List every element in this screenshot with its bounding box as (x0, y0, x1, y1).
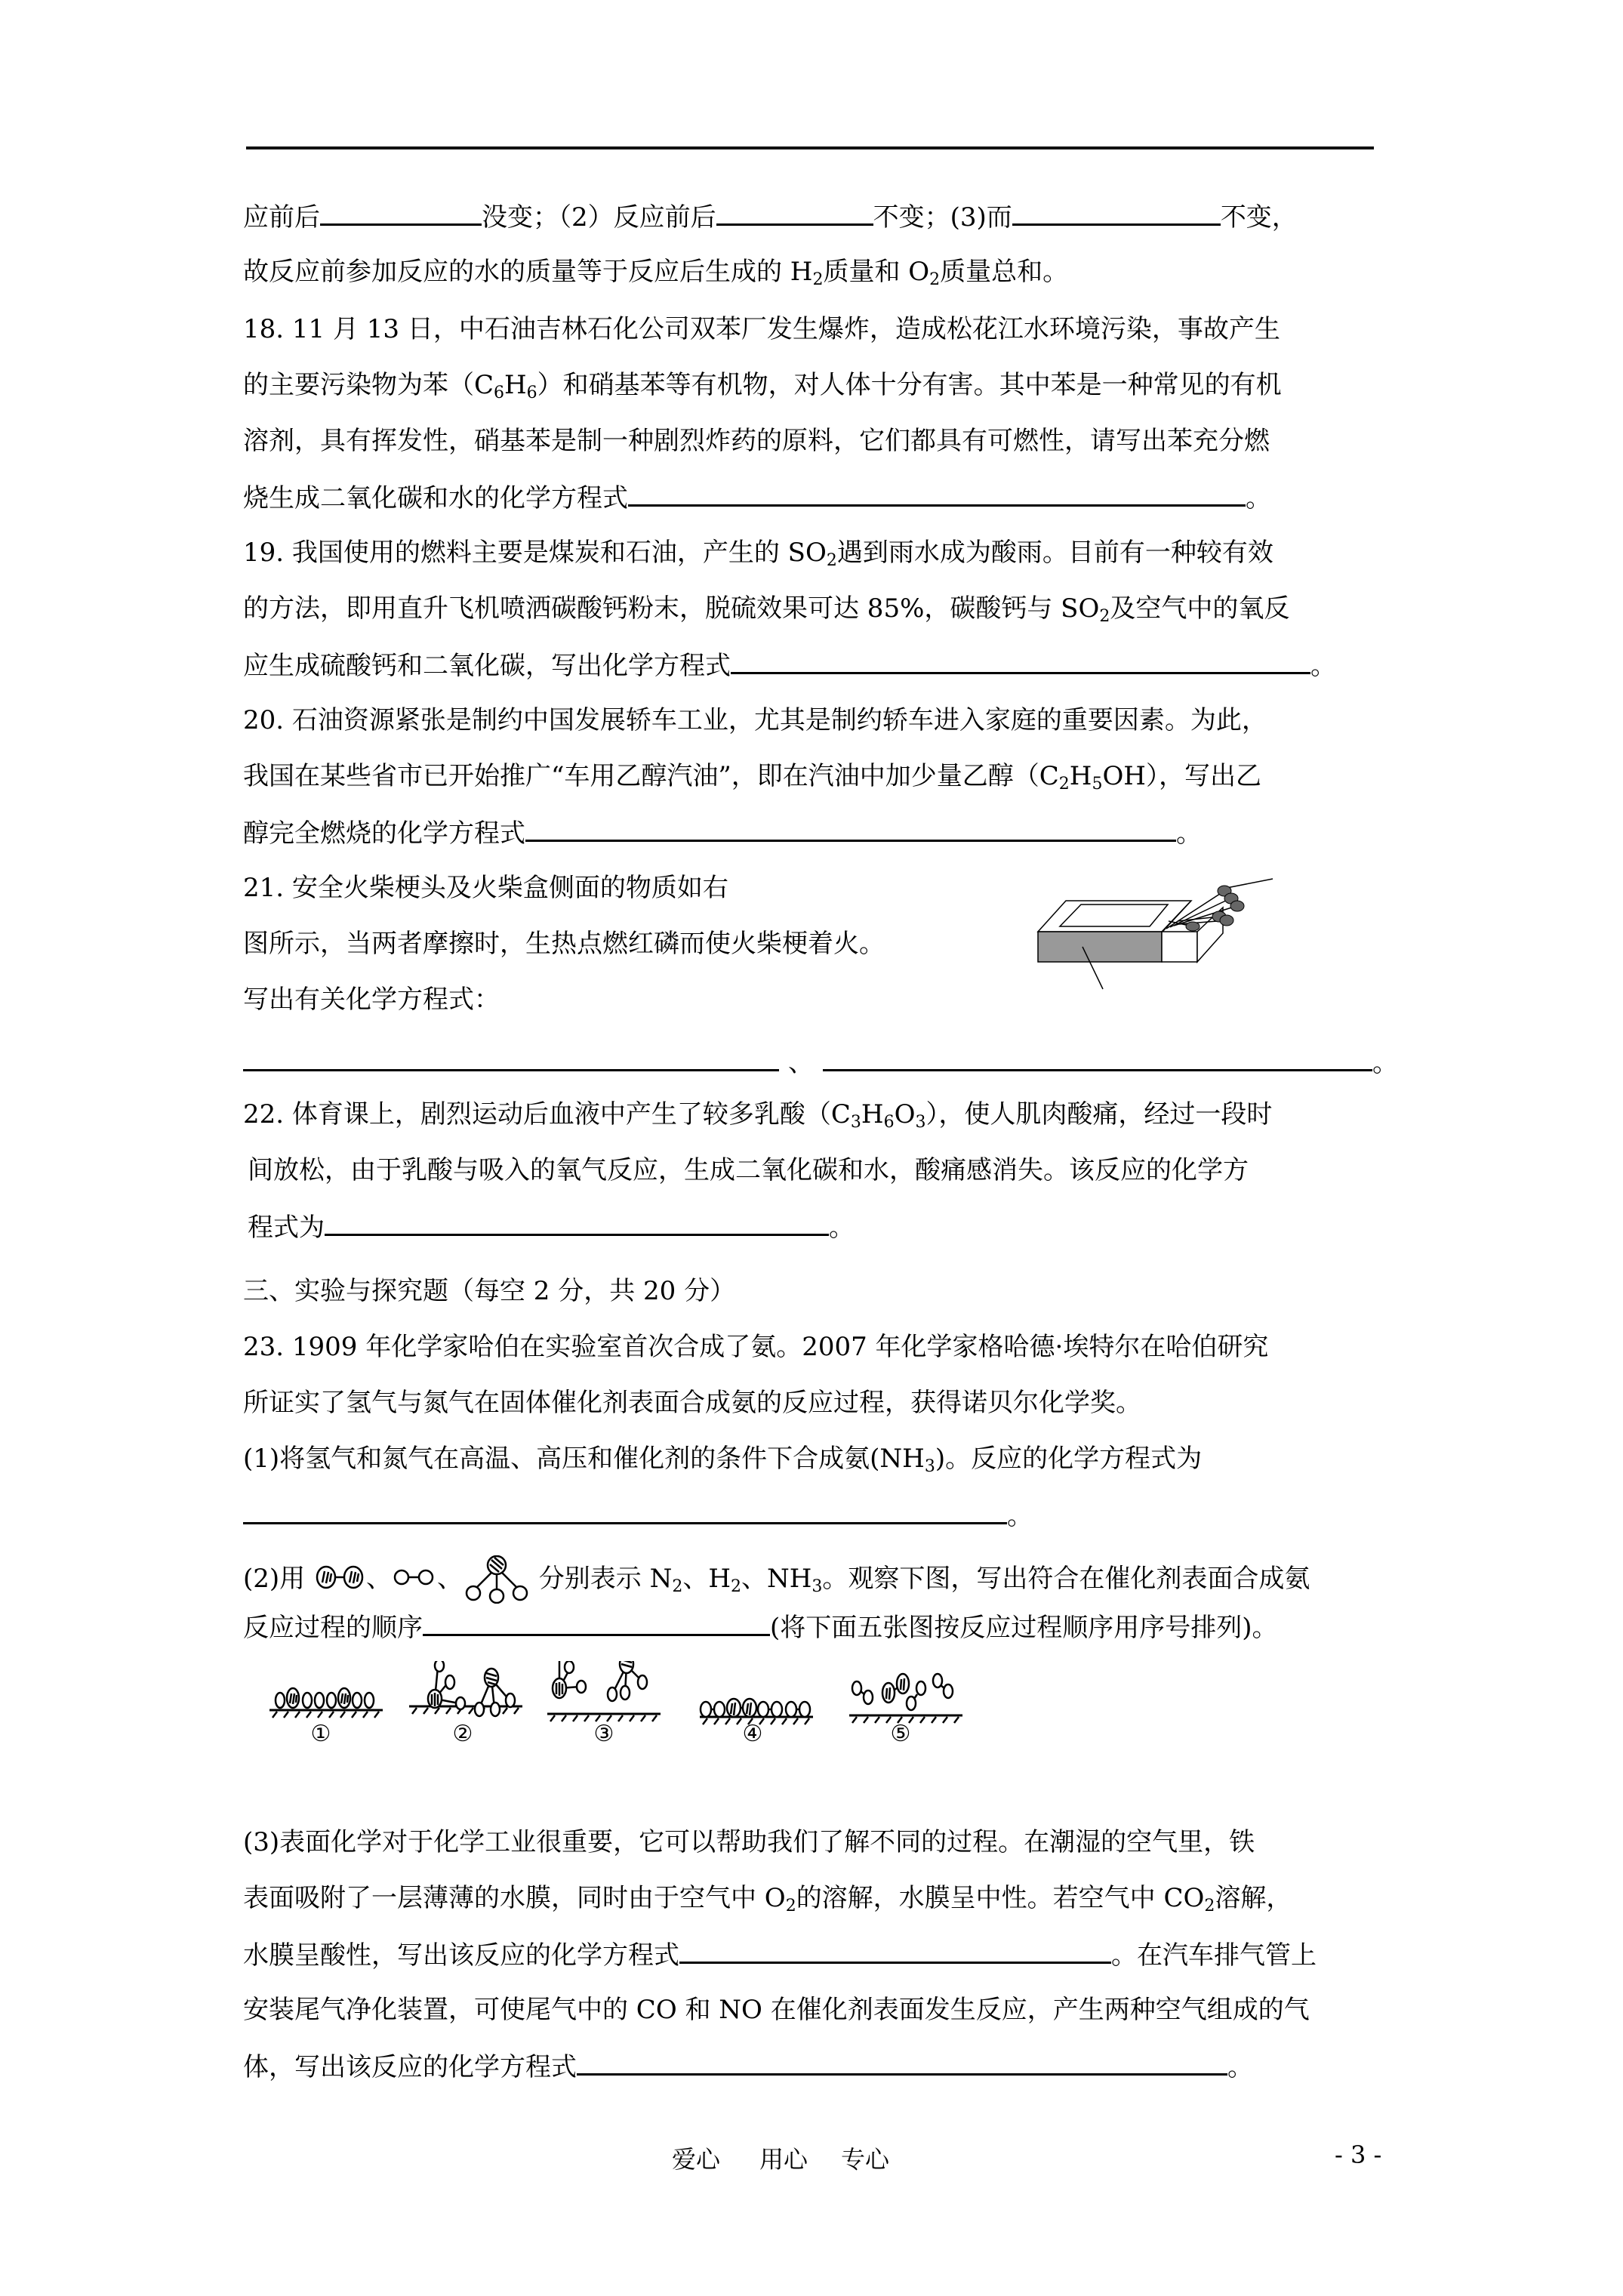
text: 22. 体育课上，剧烈运动后血液中产生了较多乳酸（C (243, 1099, 851, 1130)
answer-blank[interactable] (716, 201, 873, 226)
drawer-front (1162, 932, 1197, 962)
q23-part1-answer (243, 1499, 1033, 1531)
subscript: 2 (826, 551, 837, 570)
subscript: 5 (1092, 775, 1103, 794)
q23-line-1: 23. 1909 年化学家哈伯在实验室首次合成了氨。2007 年化学家格哈德·埃特尔在哈伯研究 (243, 1332, 1269, 1362)
text: ），使人肌肉酸痛，经过一段时 (925, 1099, 1273, 1130)
text: (2)用 (243, 1564, 306, 1594)
answer-blank[interactable] (823, 1046, 1372, 1071)
text: 反应过程的顺序 (243, 1613, 423, 1643)
nh3-molecule-icon (463, 1555, 531, 1604)
panel-label-1: ① (310, 1721, 331, 1744)
q22-line-2: 间放松，由于乳酸与吸入的氧气反应，生成二氧化碳和水，酸痛感消失。该反应的化学方 (248, 1155, 1249, 1185)
n2-molecule-icon (313, 1564, 366, 1590)
text: 。 (1227, 2052, 1253, 2082)
answer-blank[interactable] (243, 1046, 779, 1071)
text: 的溶解，水膜呈中性。若空气中 CO (796, 1883, 1205, 1913)
header-rule (246, 146, 1374, 149)
subscript: 2 (1099, 607, 1110, 626)
text: H (1069, 761, 1092, 791)
q22-line-1 (243, 1099, 1272, 1130)
striking-surface (1038, 932, 1162, 962)
q21-answer-line (243, 1046, 1398, 1078)
text: 没变；（2）反应前后 (482, 202, 716, 233)
text: 质量总和。 (940, 257, 1069, 287)
text: 。 (1246, 483, 1271, 513)
panel-label-5: ⑤ (890, 1721, 911, 1744)
text: 水膜呈酸性，写出该反应的化学方程式 (243, 1940, 679, 1971)
text: H (861, 1099, 884, 1130)
answer-blank[interactable] (577, 2051, 1227, 2076)
answer-blank[interactable] (325, 1211, 829, 1236)
q17-line-2 (243, 257, 1068, 287)
text: 、NH (741, 1564, 812, 1594)
answer-blank[interactable] (320, 201, 482, 226)
q23-line-2: 所证实了氢气与氮气在固体催化剂表面合成氨的反应过程，获得诺贝尔化学奖。 (243, 1388, 1141, 1418)
q18-line-4 (243, 482, 1271, 513)
panel-label-3: ③ (593, 1721, 614, 1744)
answer-blank[interactable] (1012, 201, 1221, 226)
subscript: 2 (929, 270, 941, 289)
text: 不变；(3)而 (873, 202, 1012, 233)
q23-part3-line-5 (243, 2051, 1253, 2082)
text: 。 (829, 1213, 855, 1243)
h2-molecule-icon (392, 1564, 437, 1590)
q18-line-2 (243, 370, 1282, 400)
reaction-process-figure (268, 1661, 1355, 1744)
text: 醇完全燃烧的化学方程式 (243, 818, 525, 849)
subscript: 6 (883, 1113, 895, 1132)
matchbox-figure (1019, 868, 1306, 1019)
answer-blank[interactable] (731, 649, 1310, 674)
q18-line-1: 18. 11 月 13 日，中石油吉林石化公司双苯厂发生爆炸，造成松花江水环境污染，事故产生 (243, 314, 1280, 344)
text: 、 (365, 1564, 392, 1594)
q23-part3-line-2 (243, 1883, 1292, 1913)
text: 烧生成二氧化碳和水的化学方程式 (243, 483, 628, 513)
text: 遇到雨水成为酸雨。目前有一种较有效 (836, 538, 1273, 568)
text: 故反应前参加反应的水的质量等于反应后生成的 H (243, 257, 813, 287)
q20-line-2 (243, 761, 1261, 794)
text: 应前后 (243, 202, 320, 233)
text: 、H (682, 1564, 731, 1594)
text: 及空气中的氧反 (1110, 593, 1290, 624)
q23-part2-line-1 (243, 1555, 1310, 1604)
q19-line-2 (243, 593, 1289, 624)
answer-blank[interactable] (628, 482, 1246, 507)
text: 我国在某些省市已开始推广“车用乙醇汽油”，即在汽油中加少量乙醇（C (243, 761, 1059, 791)
answer-blank[interactable] (679, 1939, 1111, 1964)
q20-line-3 (243, 817, 1202, 849)
q23-part2-line-2 (243, 1611, 1278, 1643)
q22-line-3 (248, 1211, 855, 1243)
answer-blank[interactable] (525, 817, 1176, 842)
q23-part3-line-4: 安装尾气净化装置，可使尾气中的 CO 和 NO 在催化剂表面发生反应，产生两种空气组成的气 (243, 1995, 1310, 2025)
footer-motto-1: 爱心 (672, 2145, 721, 2174)
text: 表面吸附了一层薄薄的水膜，同时由于空气中 O (243, 1883, 786, 1913)
text: 程式为 (248, 1213, 325, 1243)
panel-3 (547, 1661, 661, 1721)
pointer-line-match (1227, 879, 1273, 888)
footer-motto-3: 专心 (841, 2145, 890, 2174)
text: 应生成硫酸钙和二氧化碳，写出化学方程式 (243, 651, 731, 681)
q20-line-1: 20. 石油资源紧张是制约中国发展轿车工业，尤其是制约轿车进入家庭的重要因素。为此， (243, 705, 1267, 735)
text: (将下面五张图按反应过程顺序用序号排列)。 (770, 1613, 1278, 1643)
text: 。在汽车排气管上 (1111, 1940, 1317, 1971)
subscript: 3 (915, 1113, 926, 1132)
q21-line-3: 写出有关化学方程式： (243, 985, 500, 1015)
match-head (1230, 901, 1244, 911)
text: 。 (1310, 651, 1336, 681)
panel-label-2: ② (452, 1721, 473, 1744)
q23-part1 (243, 1444, 1202, 1474)
q19-line-3 (243, 649, 1336, 681)
subscript: 3 (924, 1457, 935, 1476)
text: 质量和 O (823, 257, 930, 287)
text: 、 (788, 1048, 814, 1078)
q17-line-1 (243, 201, 1298, 233)
section-title: 三、实验与探究题（每空 2 分，共 20 分） (243, 1276, 736, 1306)
subscript: 2 (731, 1577, 742, 1596)
text: H (504, 370, 527, 400)
q21-line-1: 21. 安全火柴梗头及火柴盒侧面的物质如右 (243, 873, 728, 903)
match-head (1186, 922, 1200, 931)
match-head (1220, 915, 1233, 926)
text: 。 (1372, 1048, 1398, 1078)
answer-blank[interactable] (243, 1499, 1007, 1524)
text: 19. 我国使用的燃料主要是煤炭和石油，产生的 SO (243, 538, 827, 568)
text: 的方法，即用直升飞机喷洒碳酸钙粉末，脱硫效果可达 85%，碳酸钙与 SO (243, 593, 1100, 624)
text: O (894, 1099, 916, 1130)
text: 的主要污染物为苯（C (243, 370, 494, 400)
text: 。 (1176, 818, 1202, 849)
text: 溶解， (1215, 1883, 1292, 1913)
q18-line-3: 溶剂，具有挥发性，硝基苯是制一种剧烈炸药的原料，它们都具有可燃性，请写出苯充分燃 (243, 426, 1270, 456)
text: 体，写出该反应的化学方程式 (243, 2052, 577, 2082)
text: OH），写出乙 (1102, 761, 1261, 791)
text: 不变， (1220, 202, 1298, 233)
q21-line-2: 图所示，当两者摩擦时，生热点燃红磷而使火柴梗着火。 (243, 929, 885, 959)
text: )。反应的化学方程式为 (935, 1444, 1203, 1474)
panel-1 (269, 1688, 383, 1718)
panel-5 (849, 1674, 962, 1723)
subscript: 2 (812, 270, 824, 289)
subscript: 6 (526, 384, 537, 402)
subscript: 6 (494, 384, 505, 402)
answer-blank[interactable] (423, 1611, 770, 1636)
text: 、 (436, 1564, 463, 1594)
panel-2 (409, 1661, 522, 1716)
footer-motto-2: 用心 (759, 2145, 808, 2174)
subscript: 3 (812, 1577, 823, 1596)
subscript: 3 (850, 1113, 861, 1132)
subscript: 2 (1058, 775, 1070, 794)
page-number: - 3 - (1335, 2140, 1382, 2169)
q23-part3-line-3 (243, 1939, 1317, 1971)
text: (1)将氢气和氮气在高温、高压和催化剂的条件下合成氨(NH (243, 1444, 925, 1474)
text: 分别表示 N (538, 1564, 673, 1594)
q19-line-1 (243, 538, 1273, 568)
text: 。 (1007, 1501, 1033, 1531)
subscript: 2 (1204, 1897, 1215, 1915)
subscript: 2 (672, 1577, 683, 1596)
panel-label-4: ④ (742, 1721, 763, 1744)
text: ）和硝基苯等有机物，对人体十分有害。其中苯是一种常见的有机 (537, 370, 1282, 400)
text: 。观察下图，写出符合在催化剂表面合成氨 (822, 1564, 1310, 1594)
subscript: 2 (785, 1897, 796, 1915)
q23-part3-line-1: (3)表面化学对于化学工业很重要，它可以帮助我们了解不同的过程。在潮湿的空气里，铁 (243, 1827, 1255, 1857)
